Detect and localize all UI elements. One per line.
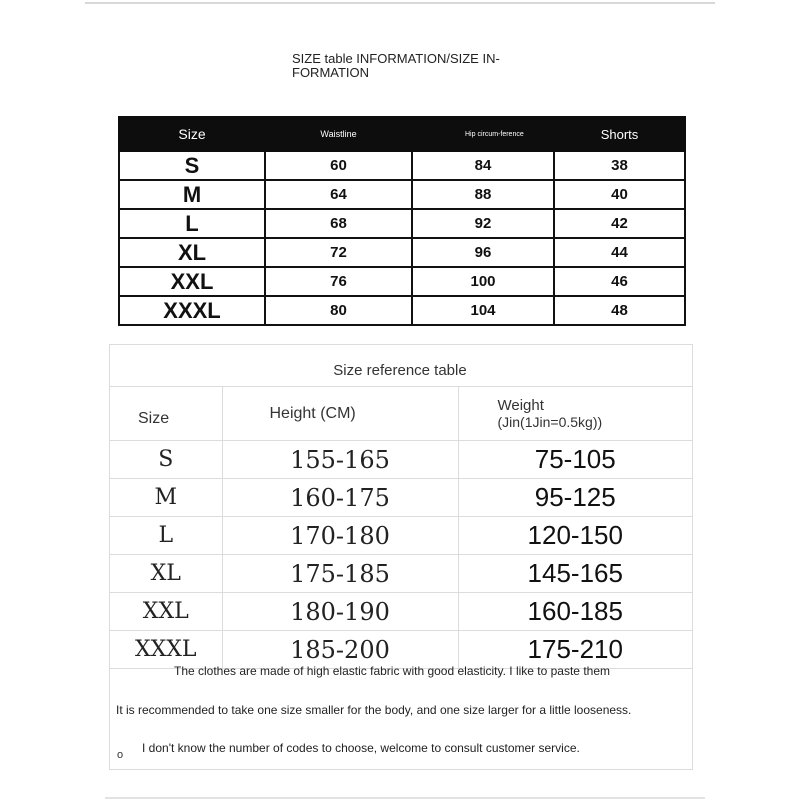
- height-cell: 170-180: [222, 517, 458, 555]
- shorts-cell: 40: [554, 180, 685, 209]
- weight-cell: 175-210: [458, 631, 692, 669]
- size-reference-table: [110, 386, 692, 669]
- note-size-recommendation: It is recommended to take one size smaller for the body, and one size larger for a little looseness.: [116, 703, 632, 717]
- size-cell: XXL: [119, 267, 265, 296]
- table-row: [110, 631, 692, 669]
- size-info-header-row: [119, 117, 685, 151]
- table-row: [110, 479, 692, 517]
- size-cell: S: [110, 441, 222, 479]
- waist-cell: 72: [265, 238, 412, 267]
- table-row: [119, 151, 685, 180]
- shorts-cell: 38: [554, 151, 685, 180]
- weight-cell: 95-125: [458, 479, 692, 517]
- shorts-cell: 44: [554, 238, 685, 267]
- table-row: [119, 238, 685, 267]
- hip-cell: 104: [412, 296, 554, 325]
- weight-unit: (Jin(1Jin=0.5kg)): [497, 413, 603, 430]
- bullet-marker: o: [117, 749, 124, 761]
- size-info-title: SIZE table INFORMATION/SIZE IN-FORMATION: [292, 51, 500, 80]
- header-size: Size: [110, 387, 222, 441]
- shorts-cell: 42: [554, 209, 685, 238]
- size-cell: L: [110, 517, 222, 555]
- note-customer-service: I don't know the number of codes to choose, welcome to consult customer service.: [142, 741, 580, 755]
- size-cell: XL: [119, 238, 265, 267]
- table-row: [110, 555, 692, 593]
- table-row: [119, 267, 685, 296]
- header-size: Size: [119, 117, 265, 151]
- hip-cell: 92: [412, 209, 554, 238]
- top-divider: [85, 2, 715, 4]
- waist-cell: 68: [265, 209, 412, 238]
- size-reference-header-row: [110, 387, 692, 441]
- size-cell: XXL: [110, 593, 222, 631]
- hip-cell: 96: [412, 238, 554, 267]
- hip-cell: 88: [412, 180, 554, 209]
- height-cell: 160-175: [222, 479, 458, 517]
- note-elastic-fabric: The clothes are made of high elastic fabric with good elasticity. I like to paste them: [174, 664, 610, 678]
- hip-cell: 100: [412, 267, 554, 296]
- weight-label: Weight: [497, 396, 544, 414]
- weight-cell: 120-150: [458, 517, 692, 555]
- size-cell: M: [110, 479, 222, 517]
- header-hip-circumference: Hip circum-ference: [412, 117, 554, 151]
- waist-cell: 80: [265, 296, 412, 325]
- height-cell: 175-185: [222, 555, 458, 593]
- table-row: [119, 209, 685, 238]
- table-row: [110, 517, 692, 555]
- header-waistline: Waistline: [265, 117, 412, 151]
- weight-cell: 75-105: [458, 441, 692, 479]
- header-weight: [458, 387, 692, 441]
- waist-cell: 64: [265, 180, 412, 209]
- weight-cell: 145-165: [458, 555, 692, 593]
- shorts-cell: 48: [554, 296, 685, 325]
- size-reference-title: Size reference table: [333, 362, 467, 379]
- bottom-divider: [105, 797, 705, 799]
- size-cell: L: [119, 209, 265, 238]
- height-cell: 155-165: [222, 441, 458, 479]
- height-cell: 185-200: [222, 631, 458, 669]
- height-cell: 180-190: [222, 593, 458, 631]
- table-row: [119, 296, 685, 325]
- table-row: [110, 441, 692, 479]
- size-cell: S: [119, 151, 265, 180]
- size-cell: M: [119, 180, 265, 209]
- header-shorts: Shorts: [554, 117, 685, 151]
- size-cell: XXXL: [119, 296, 265, 325]
- waist-cell: 60: [265, 151, 412, 180]
- size-info-table: [118, 116, 686, 326]
- hip-cell: 84: [412, 151, 554, 180]
- size-cell: XXXL: [110, 631, 222, 669]
- table-row: [110, 593, 692, 631]
- waist-cell: 76: [265, 267, 412, 296]
- header-height: Height (CM): [222, 387, 458, 441]
- table-row: [119, 180, 685, 209]
- weight-cell: 160-185: [458, 593, 692, 631]
- shorts-cell: 46: [554, 267, 685, 296]
- size-cell: XL: [110, 555, 222, 593]
